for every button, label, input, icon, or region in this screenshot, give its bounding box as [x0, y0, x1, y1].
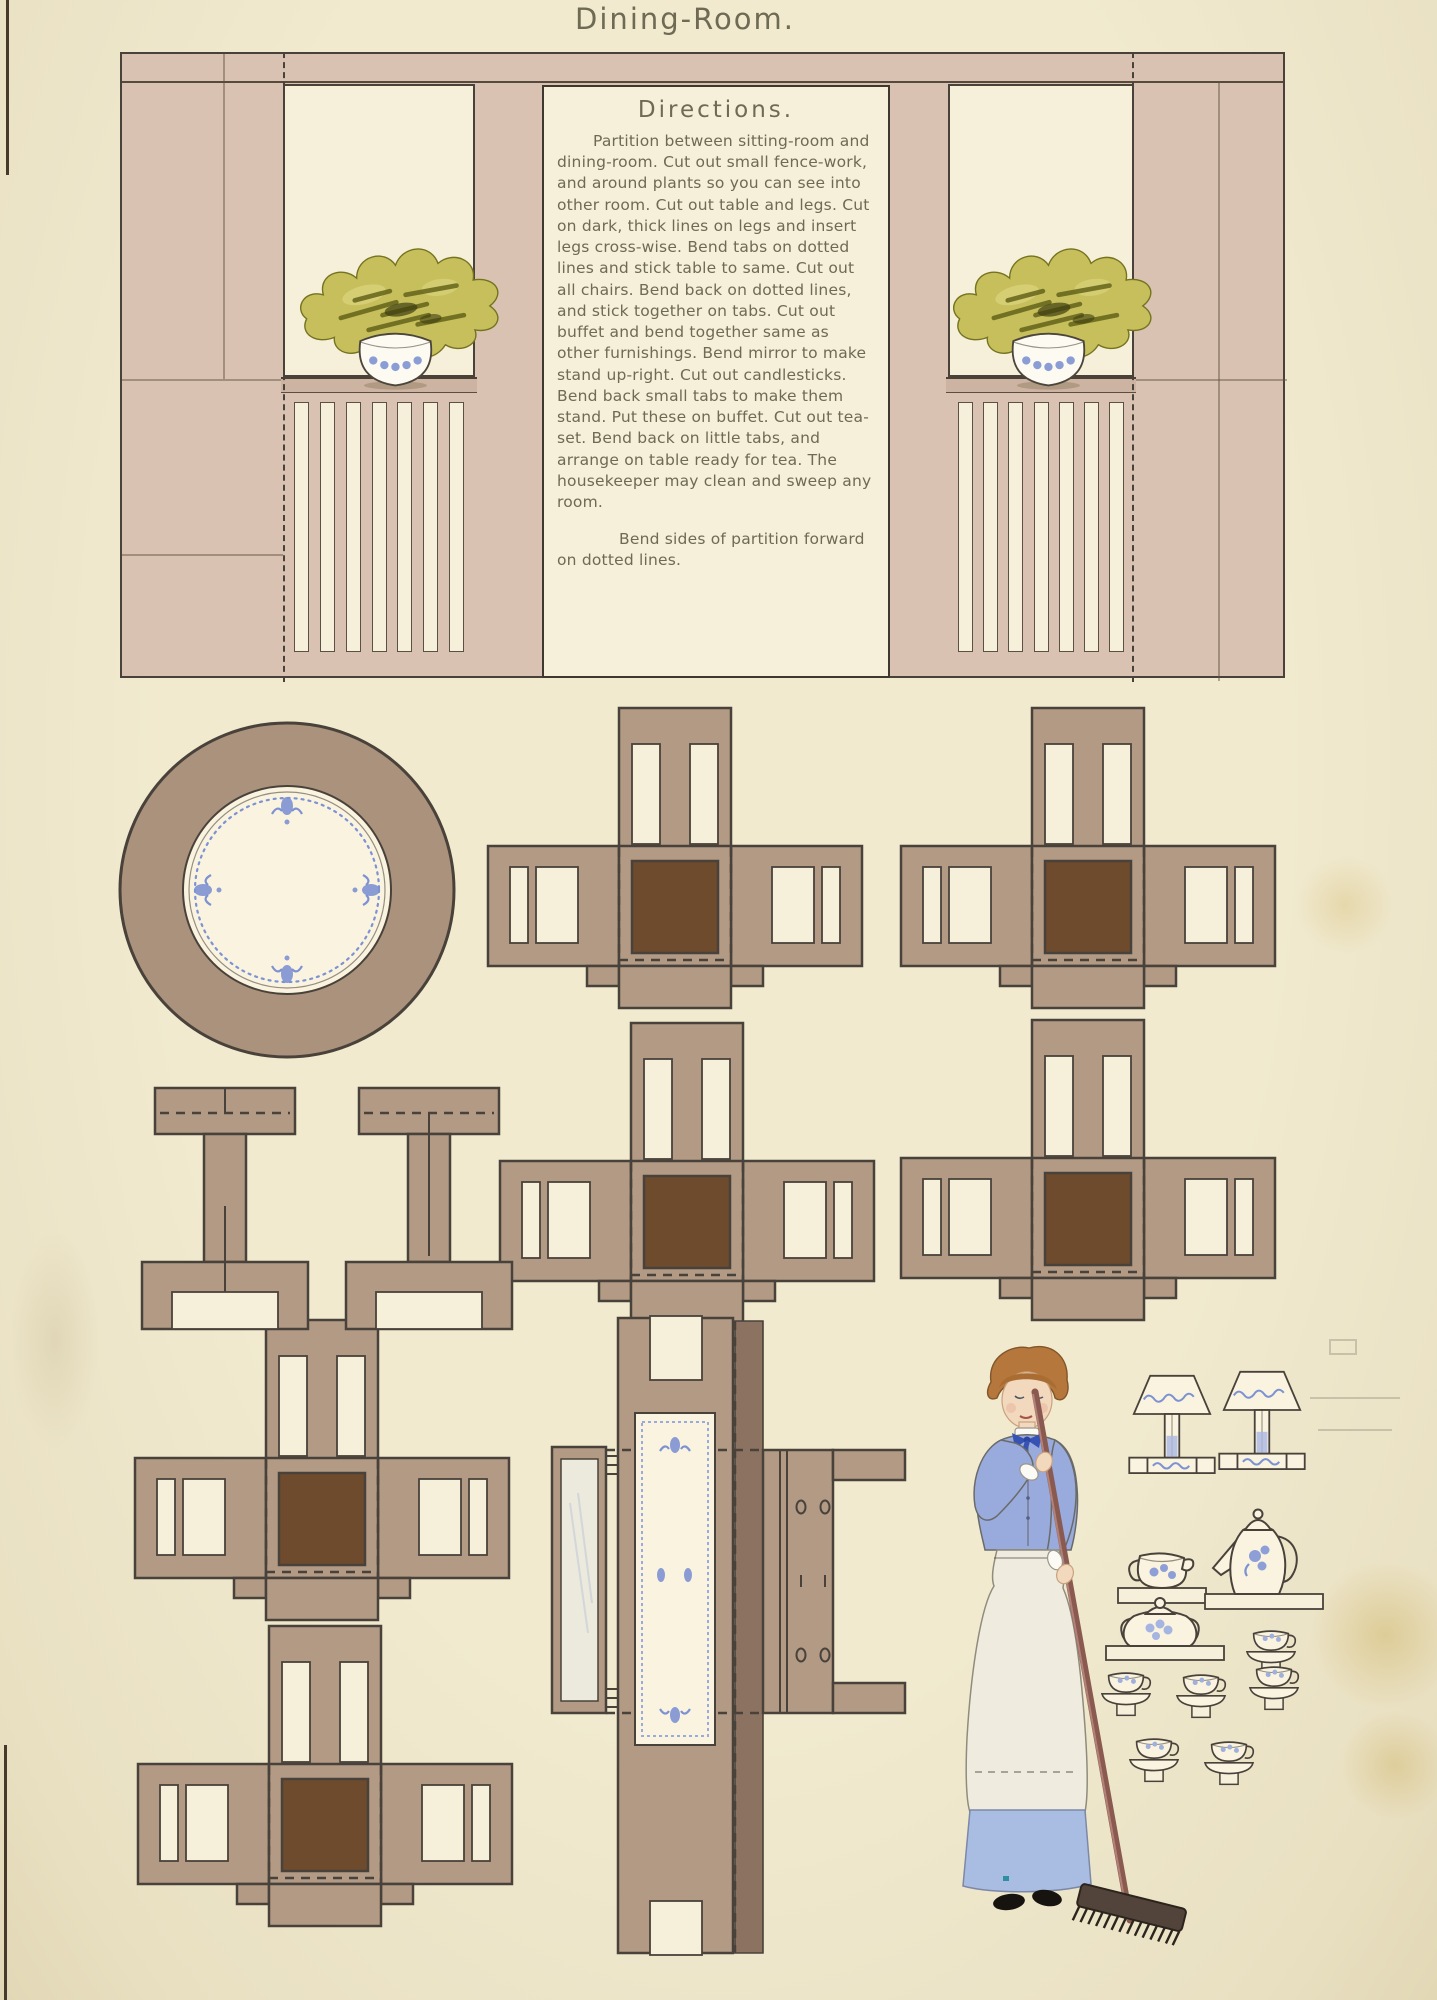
- paper-stain: [1295, 855, 1395, 955]
- candlestick-lamp-cutout: [1129, 1376, 1214, 1473]
- creamer-cutout: [1118, 1553, 1206, 1603]
- wall-seam: [1218, 81, 1220, 681]
- chair-cutout: [901, 1020, 1275, 1320]
- teacup-cutout: [1177, 1675, 1225, 1717]
- coffee-pot-cutout: [1205, 1510, 1323, 1610]
- directions-box: [542, 85, 890, 678]
- table-leg-cutout: [142, 1088, 308, 1329]
- fold-line-right: [1132, 52, 1134, 682]
- paper-stain: [10, 1230, 100, 1450]
- wall-seam: [122, 554, 283, 556]
- chair-cutout: [500, 1023, 874, 1323]
- directions-body: Partition between sitting-room and dining-room. Cut out small fence-work, and around plants so you can see into other room. Cut out table and legs. Cut on dark, thick lines on legs and insert legs cross-wise. Bend tabs on dotted lines and stick table to same. Cut out all chairs. Bend back on dotted lines, and stick together on tabs. Cut out buffet and bend together same as other furnishings. Bend mirror to make stand up-right. Cut out candlesticks. Bend back small tabs to make them stand. Put these on buffet. Cut out tea-set. Bend back on little tabs, and arrange on table ready for tea. The housekeeper may clean and sweep any room.: [557, 132, 872, 511]
- paper-stain: [1310, 1560, 1437, 1710]
- scan-edge: [4, 1745, 7, 2000]
- teacup-cutout: [1205, 1742, 1253, 1784]
- housekeeper-figure: [963, 1347, 1187, 1947]
- partition-top-rail: [122, 81, 1283, 83]
- chair-cutout: [488, 708, 862, 1008]
- wall-seam: [223, 54, 225, 379]
- pencil-sketch-marks: [1310, 1340, 1400, 1430]
- page-title: Dining-Room.: [575, 2, 795, 36]
- wall-seam: [1134, 379, 1287, 381]
- right-ledge: [946, 377, 1136, 393]
- left-ledge: [281, 377, 477, 393]
- candlestick-lamp-cutout: [1219, 1372, 1304, 1469]
- table-leg-cutout: [346, 1088, 512, 1329]
- teacup-cutout: [1250, 1667, 1298, 1709]
- chair-cutout: [135, 1320, 509, 1620]
- chair-cutout: [901, 708, 1275, 1008]
- round-table-top-cutout: [120, 723, 454, 1057]
- scan-edge: [6, 0, 9, 175]
- directions-heading: Directions.: [637, 97, 795, 123]
- left-window-opening: [283, 84, 475, 377]
- directions-footnote: Bend sides of partition forward on dotted lines.: [557, 530, 865, 570]
- buffet-cutout: [552, 1316, 905, 1955]
- right-fence: [948, 393, 1134, 661]
- partition-cutout: [120, 52, 1285, 678]
- teacup-cutout: [1130, 1739, 1178, 1781]
- left-fence: [283, 393, 475, 661]
- teacup-cutout: [1102, 1673, 1150, 1715]
- fold-line-left: [283, 52, 285, 682]
- chair-cutout: [138, 1626, 512, 1926]
- teacup-cutout: [1247, 1631, 1295, 1673]
- wall-seam: [122, 379, 283, 381]
- right-window-opening: [948, 84, 1134, 377]
- teapot-cutout: [1106, 1598, 1224, 1660]
- paper-stain: [1340, 1710, 1437, 1820]
